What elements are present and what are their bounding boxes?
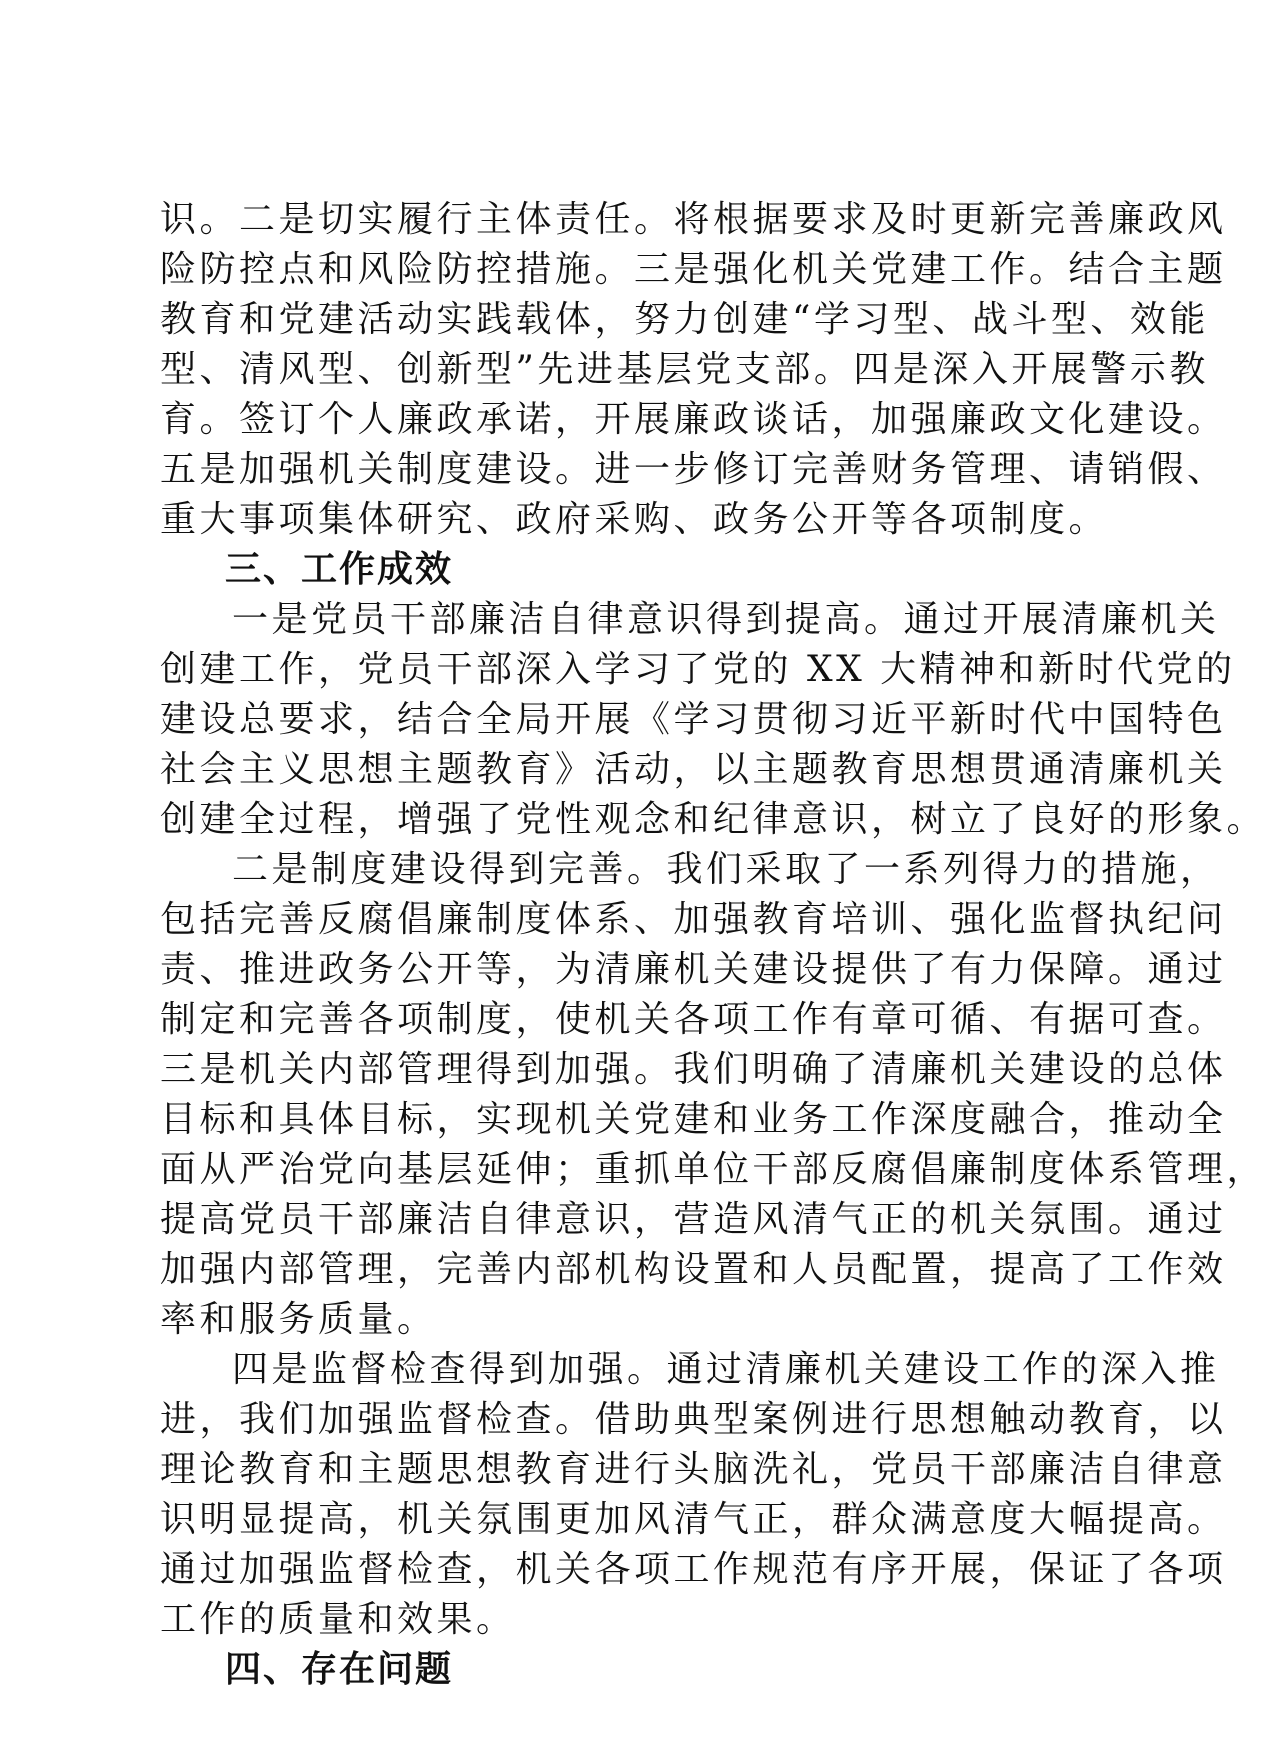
text-line: 二是制度建设得到完善。我们采取了一系列得力的措施， <box>232 849 1220 890</box>
text-line: 提高党员干部廉洁自律意识，营造风清气正的机关氛围。通过 <box>160 1199 1227 1240</box>
text-line: 育。签订个人廉政承诺，开展廉政谈话，加强廉政文化建设。 <box>160 399 1227 440</box>
text-line: 建设总要求，结合全局开展《学习贯彻习近平新时代中国特色 <box>160 699 1227 740</box>
text-line: 理论教育和主题思想教育进行头脑洗礼，党员干部廉洁自律意 <box>160 1449 1227 1490</box>
text-line: 五是加强机关制度建设。进一步修订完善财务管理、请销假、 <box>160 449 1227 490</box>
text-line: 责、推进政务公开等，为清廉机关建设提供了有力保障。通过 <box>160 949 1227 990</box>
paragraph-system-building <box>160 845 1266 1345</box>
text-line: 通过加强监督检查，机关各项工作规范有序开展，保证了各项 <box>160 1549 1227 1590</box>
text-line: 社会主义思想主题教育》活动，以主题教育思想贯通清廉机关 <box>160 749 1227 790</box>
paragraph-responsibilities <box>160 195 1227 545</box>
text-line: 创建全过程，增强了党性观念和纪律意识，树立了良好的形象。 <box>160 799 1266 840</box>
text-line: 型、清风型、创新型”先进基层党支部。四是深入开展警示教 <box>160 349 1209 390</box>
text-line: 教育和党建活动实践载体，努力创建“学习型、战斗型、效能 <box>160 299 1209 340</box>
text-line: 重大事项集体研究、政府采购、政务公开等各项制度。 <box>160 499 1109 540</box>
text-line: 制定和完善各项制度，使机关各项工作有章可循、有据可查。 <box>160 999 1227 1040</box>
text-line: 三是机关内部管理得到加强。我们明确了清廉机关建设的总体 <box>160 1049 1227 1090</box>
section-heading-problems: 四、存在问题 <box>225 1649 454 1690</box>
text-line: 面从严治党向基层延伸；重抓单位干部反腐倡廉制度体系管理， <box>160 1149 1266 1190</box>
document-page <box>160 195 1266 1695</box>
paragraph-supervision <box>160 1345 1227 1645</box>
text-line: 创建工作，党员干部深入学习了党的 XX 大精神和新时代党的 <box>160 649 1236 690</box>
paragraph-self-discipline <box>160 595 1266 845</box>
text-line: 识明显提高，机关氛围更加风清气正，群众满意度大幅提高。 <box>160 1499 1227 1540</box>
text-line: 加强内部管理，完善内部机构设置和人员配置，提高了工作效 <box>160 1249 1227 1290</box>
text-line: 包括完善反腐倡廉制度体系、加强教育培训、强化监督执纪问 <box>160 899 1227 940</box>
text-line: 险防控点和风险防控措施。三是强化机关党建工作。结合主题 <box>160 249 1227 290</box>
text-line: 工作的质量和效果。 <box>160 1599 516 1640</box>
section-heading-results: 三、工作成效 <box>225 549 454 590</box>
text-line: 进，我们加强监督检查。借助典型案例进行思想触动教育，以 <box>160 1399 1227 1440</box>
text-line: 四是监督检查得到加强。通过清廉机关建设工作的深入推 <box>232 1349 1220 1390</box>
text-line: 率和服务质量。 <box>160 1299 437 1340</box>
text-line: 目标和具体目标，实现机关党建和业务工作深度融合，推动全 <box>160 1099 1227 1140</box>
text-line: 识。二是切实履行主体责任。将根据要求及时更新完善廉政风 <box>160 199 1227 240</box>
text-line: 一是党员干部廉洁自律意识得到提高。通过开展清廉机关 <box>232 599 1220 640</box>
